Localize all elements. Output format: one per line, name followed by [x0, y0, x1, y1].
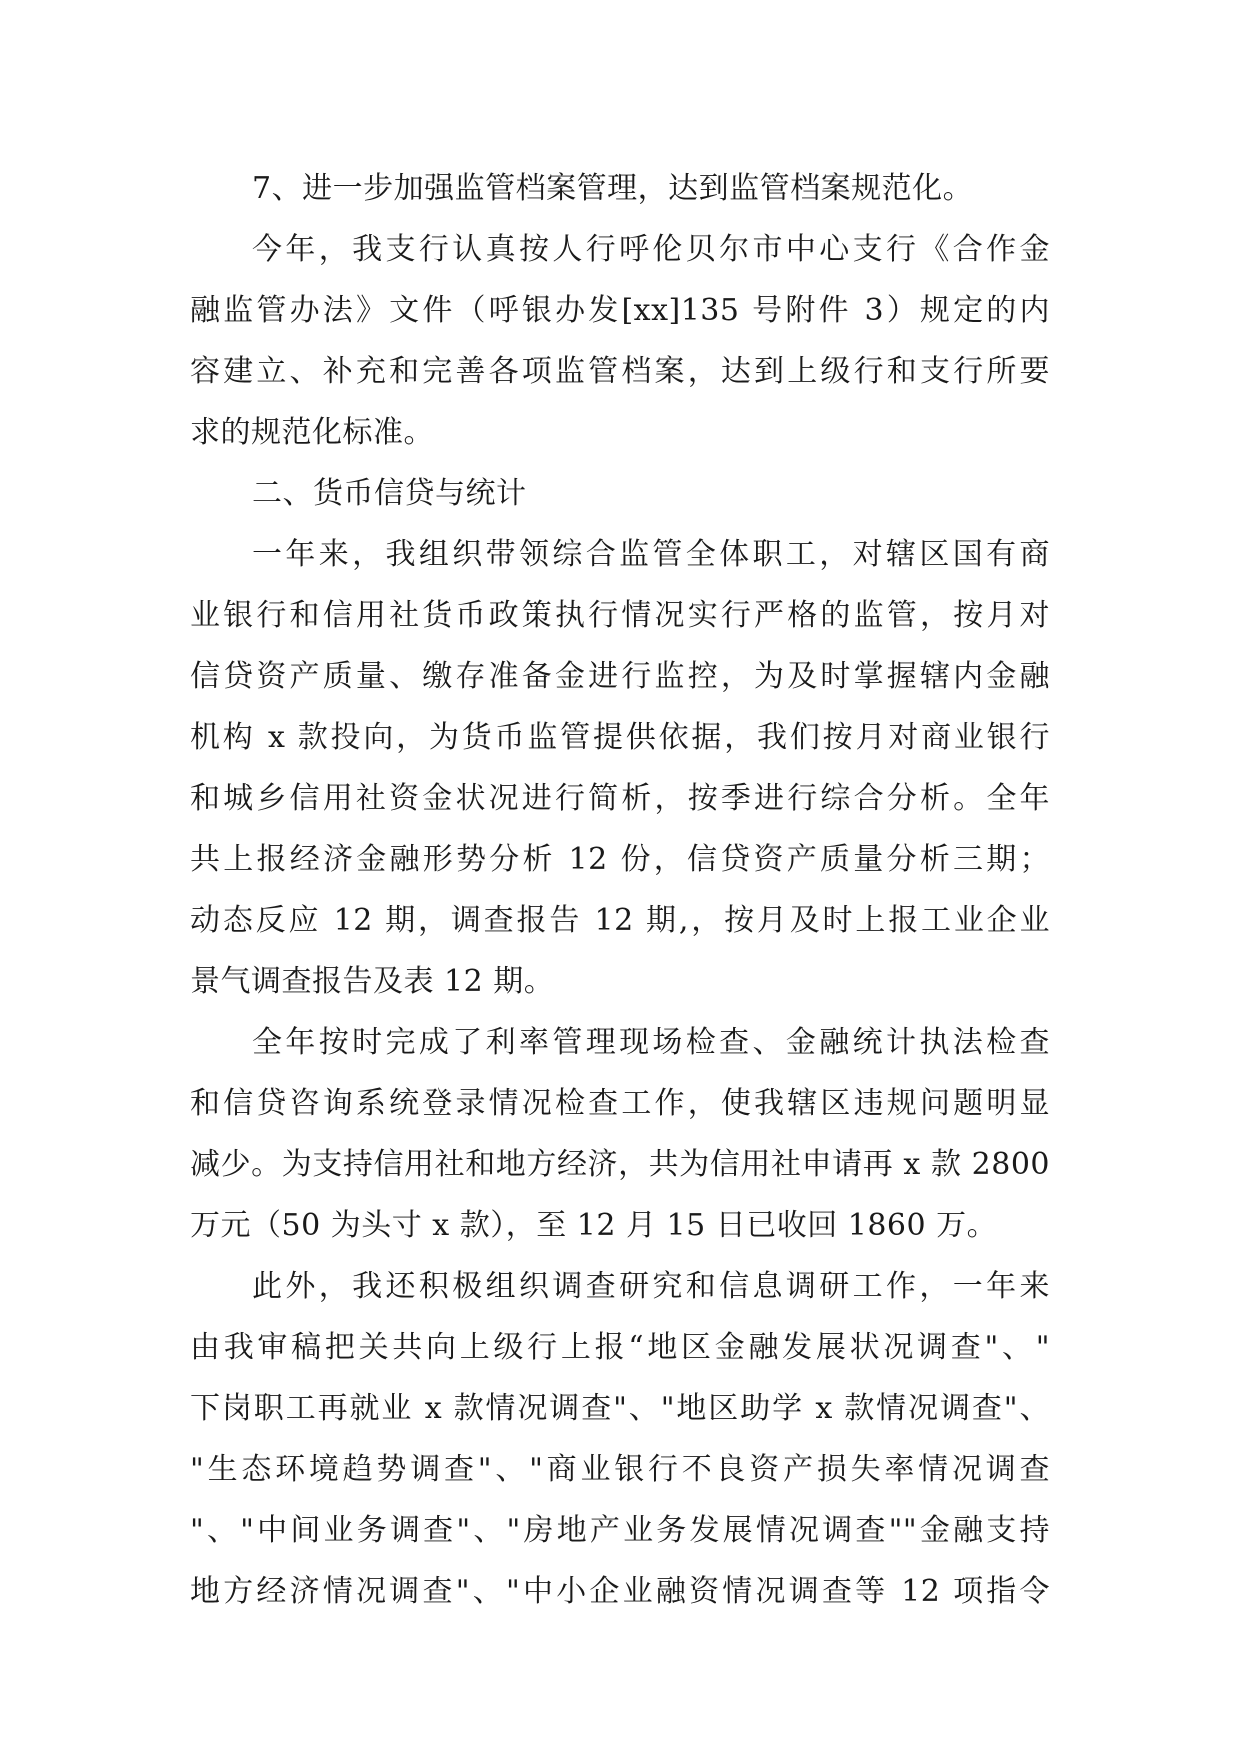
- document-body: [190, 158, 1050, 1622]
- paragraph-archive-line: 融监管办法》文件（呼银办发[xx]135 号附件 3）规定的内: [190, 293, 1050, 328]
- paragraph-inspection-line: 全年按时完成了利率管理现场检查、金融统计执法检查: [252, 1025, 1050, 1060]
- paragraph-item-7-line: 7、进一步加强监管档案管理，达到监管档案规范化。: [252, 171, 974, 206]
- paragraph-research-line: 由我审稿把关共向上级行上报“地区金融发展状况调查"、": [190, 1330, 1050, 1365]
- paragraph-research-line: "生态环境趋势调查"、"商业银行不良资产损失率情况调查: [190, 1452, 1050, 1487]
- paragraph-inspection-line: 和信贷咨询系统登录情况检查工作，使我辖区违规问题明显: [190, 1086, 1050, 1121]
- paragraph-credit-line: 一年来，我组织带领综合监管全体职工，对辖区国有商: [252, 537, 1050, 572]
- paragraph-credit-line: 信贷资产质量、缴存准备金进行监控，为及时掌握辖内金融: [190, 659, 1050, 694]
- paragraph-research-line: 下岗职工再就业 x 款情况调查"、"地区助学 x 款情况调查"、: [190, 1391, 1050, 1426]
- paragraph-credit-line: 景气调查报告及表 12 期。: [190, 964, 555, 999]
- paragraph-research-line: 地方经济情况调查"、"中小企业融资情况调查等 12 项指令: [190, 1574, 1050, 1609]
- paragraph-archive-line: 容建立、补充和完善各项监管档案，达到上级行和支行所要: [190, 354, 1050, 389]
- paragraph-research-line: 此外，我还积极组织调查研究和信息调研工作，一年来: [252, 1269, 1050, 1304]
- paragraph-archive-line: 求的规范化标准。: [190, 415, 434, 450]
- paragraph-inspection-line: 万元（50 为头寸 x 款），至 12 月 15 日已收回 1860 万。: [190, 1208, 998, 1243]
- paragraph-research-line: "、"中间业务调查"、"房地产业务发展情况调查""金融支持: [190, 1513, 1050, 1548]
- paragraph-archive-line: 今年，我支行认真按人行呼伦贝尔市中心支行《合作金: [252, 232, 1050, 267]
- paragraph-credit-line: 机构 x 款投向，为货币监管提供依据，我们按月对商业银行: [190, 720, 1050, 755]
- paragraph-credit-line: 共上报经济金融形势分析 12 份，信贷资产质量分析三期；: [190, 842, 1050, 877]
- section-heading: 二、货币信贷与统计: [252, 476, 527, 511]
- paragraph-inspection-line: 减少。为支持信用社和地方经济，共为信用社申请再 x 款 2800: [190, 1147, 1050, 1182]
- paragraph-credit-line: 动态反应 12 期，调查报告 12 期,，按月及时上报工业企业: [190, 903, 1050, 938]
- paragraph-credit-line: 业银行和信用社货币政策执行情况实行严格的监管，按月对: [190, 598, 1050, 633]
- paragraph-credit-line: 和城乡信用社资金状况进行简析，按季进行综合分析。全年: [190, 781, 1050, 816]
